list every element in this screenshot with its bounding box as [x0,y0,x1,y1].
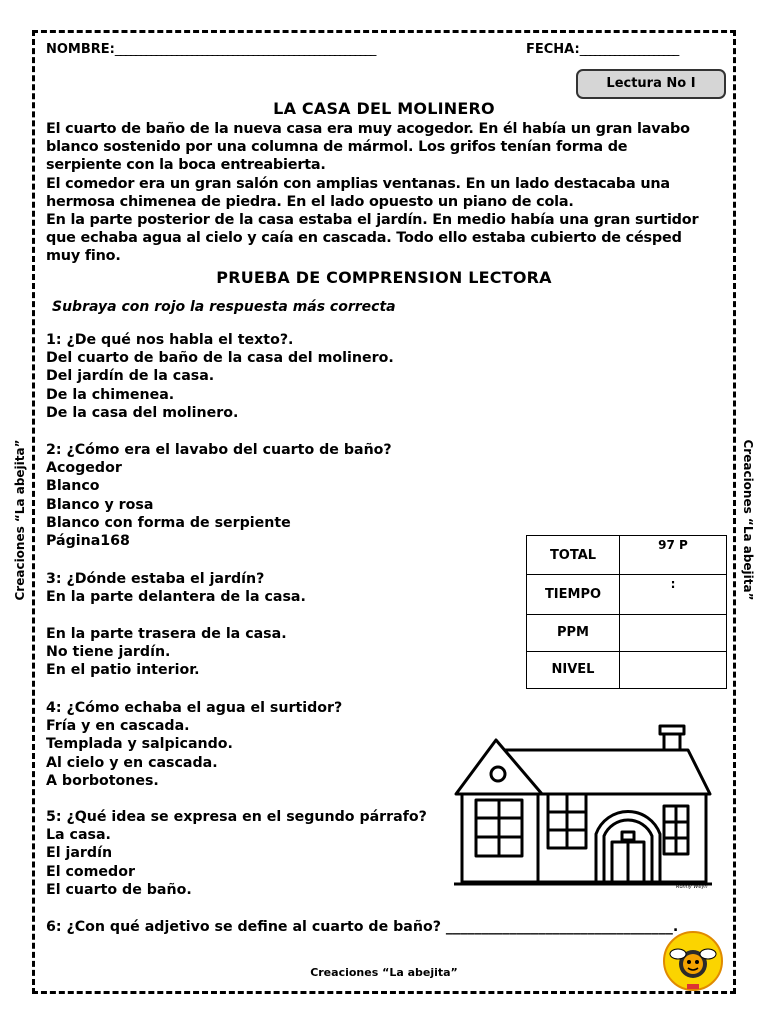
question-block-1 [46,331,394,422]
answer-option[interactable]: Blanco [46,478,100,495]
answer-option[interactable]: De la casa del molinero. [46,404,239,421]
question-block-6 [46,918,678,936]
answer-option[interactable]: El comedor [46,863,135,880]
story-title: LA CASA DEL MOLINERO [273,99,495,118]
house-illustration [452,722,714,892]
question-text: 3: ¿Dónde estaba el jardín? [46,571,265,587]
answer-option[interactable]: Del jardín de la casa. [46,368,215,385]
test-title: PRUEBA DE COMPRENSION LECTORA [216,268,552,287]
nombre-line: ___________________________________________________ [114,42,375,57]
score-value[interactable]: 97 P [620,536,727,575]
question-text: 1: ¿De qué nos habla el texto?. [46,332,294,348]
instruction-text: Subraya con rojo la respuesta más correcta [52,299,396,315]
question-text: 2: ¿Cómo era el lavabo del cuarto de baño? [46,442,392,458]
score-row [527,575,727,614]
answer-option[interactable]: Fría y en cascada. [46,718,190,735]
question-block-2 [46,441,392,550]
question-text: 4: ¿Cómo echaba el agua el surtidor? [46,700,343,716]
nombre-label: NOMBRE: [46,42,115,57]
lectura-badge: Lectura No I [576,69,726,99]
footer-credit: Creaciones “La abejita” [310,966,458,979]
answer-option[interactable]: Templada y salpicando. [46,736,233,753]
question-text[interactable]: 6: ¿Con qué adjetivo se define al cuarto de baño? ________________________________. [46,919,679,935]
question-block-5 [46,808,427,899]
story-paragraph: En la parte posterior de la casa estaba el jardín. En medio había una gran surtidor que echaba agua al cielo y caía en cascada. Todo ello estaba cubierto de césped muy fino. [46,212,699,265]
answer-option[interactable]: La casa. [46,827,111,844]
score-row [527,651,727,688]
story-text [46,120,706,266]
score-label: TOTAL [527,536,620,575]
question-text: 5: ¿Qué idea se expresa en el segundo párrafo? [46,809,427,825]
answer-option[interactable]: El jardín [46,845,113,862]
score-table [526,535,727,689]
story-paragraph: El cuarto de baño de la nueva casa era muy acogedor. En él había un gran lavabo blanco sostenido por una columna de mármol. Los grifos tenían forma de serpiente con la boca entreabierta. [46,121,690,174]
story-paragraph: El comedor era un gran salón con amplias ventanas. En un lado destacaba una hermosa chimenea de piedra. En el lado opuesto un piano de cola. [46,175,670,210]
answer-option[interactable]: El cuarto de baño. [46,881,192,898]
score-label: NIVEL [527,651,620,688]
question-block-4 [46,699,342,790]
answer-option[interactable]: En la parte delantera de la casa. [46,589,306,606]
answer-gap [46,606,306,624]
score-value[interactable] [620,614,727,651]
side-credit-left: Creaciones “La abejita” [13,439,27,601]
answer-option[interactable]: En el patio interior. [46,661,200,678]
score-value[interactable]: : [620,575,727,614]
answer-option[interactable]: De la chimenea. [46,386,175,403]
score-row [527,536,727,575]
score-label: PPM [527,614,620,651]
question-block-3 [46,570,306,679]
side-credit-right: Creaciones “La abejita” [741,439,755,601]
answer-option[interactable]: No tiene jardín. [46,643,171,660]
answer-option[interactable]: Al cielo y en cascada. [46,754,218,771]
bee-logo [660,928,726,992]
answer-option[interactable]: Del cuarto de baño de la casa del molinero. [46,350,394,367]
score-value[interactable] [620,651,727,688]
answer-option[interactable]: En la parte trasera de la casa. [46,625,287,642]
fecha-field[interactable] [526,42,678,57]
fecha-line: ____________________ [579,42,678,57]
house-signature: Ronny Weyn [676,884,708,890]
answer-option[interactable]: A borbotones. [46,772,159,789]
score-label: TIEMPO [527,575,620,614]
answer-option[interactable]: Blanco con forma de serpiente [46,514,291,531]
score-row [527,614,727,651]
answer-option[interactable]: Página168 [46,532,130,549]
nombre-field[interactable] [46,42,375,57]
answer-option[interactable]: Blanco y rosa [46,496,154,513]
answer-option[interactable]: Acogedor [46,460,122,477]
fecha-label: FECHA: [526,42,580,57]
